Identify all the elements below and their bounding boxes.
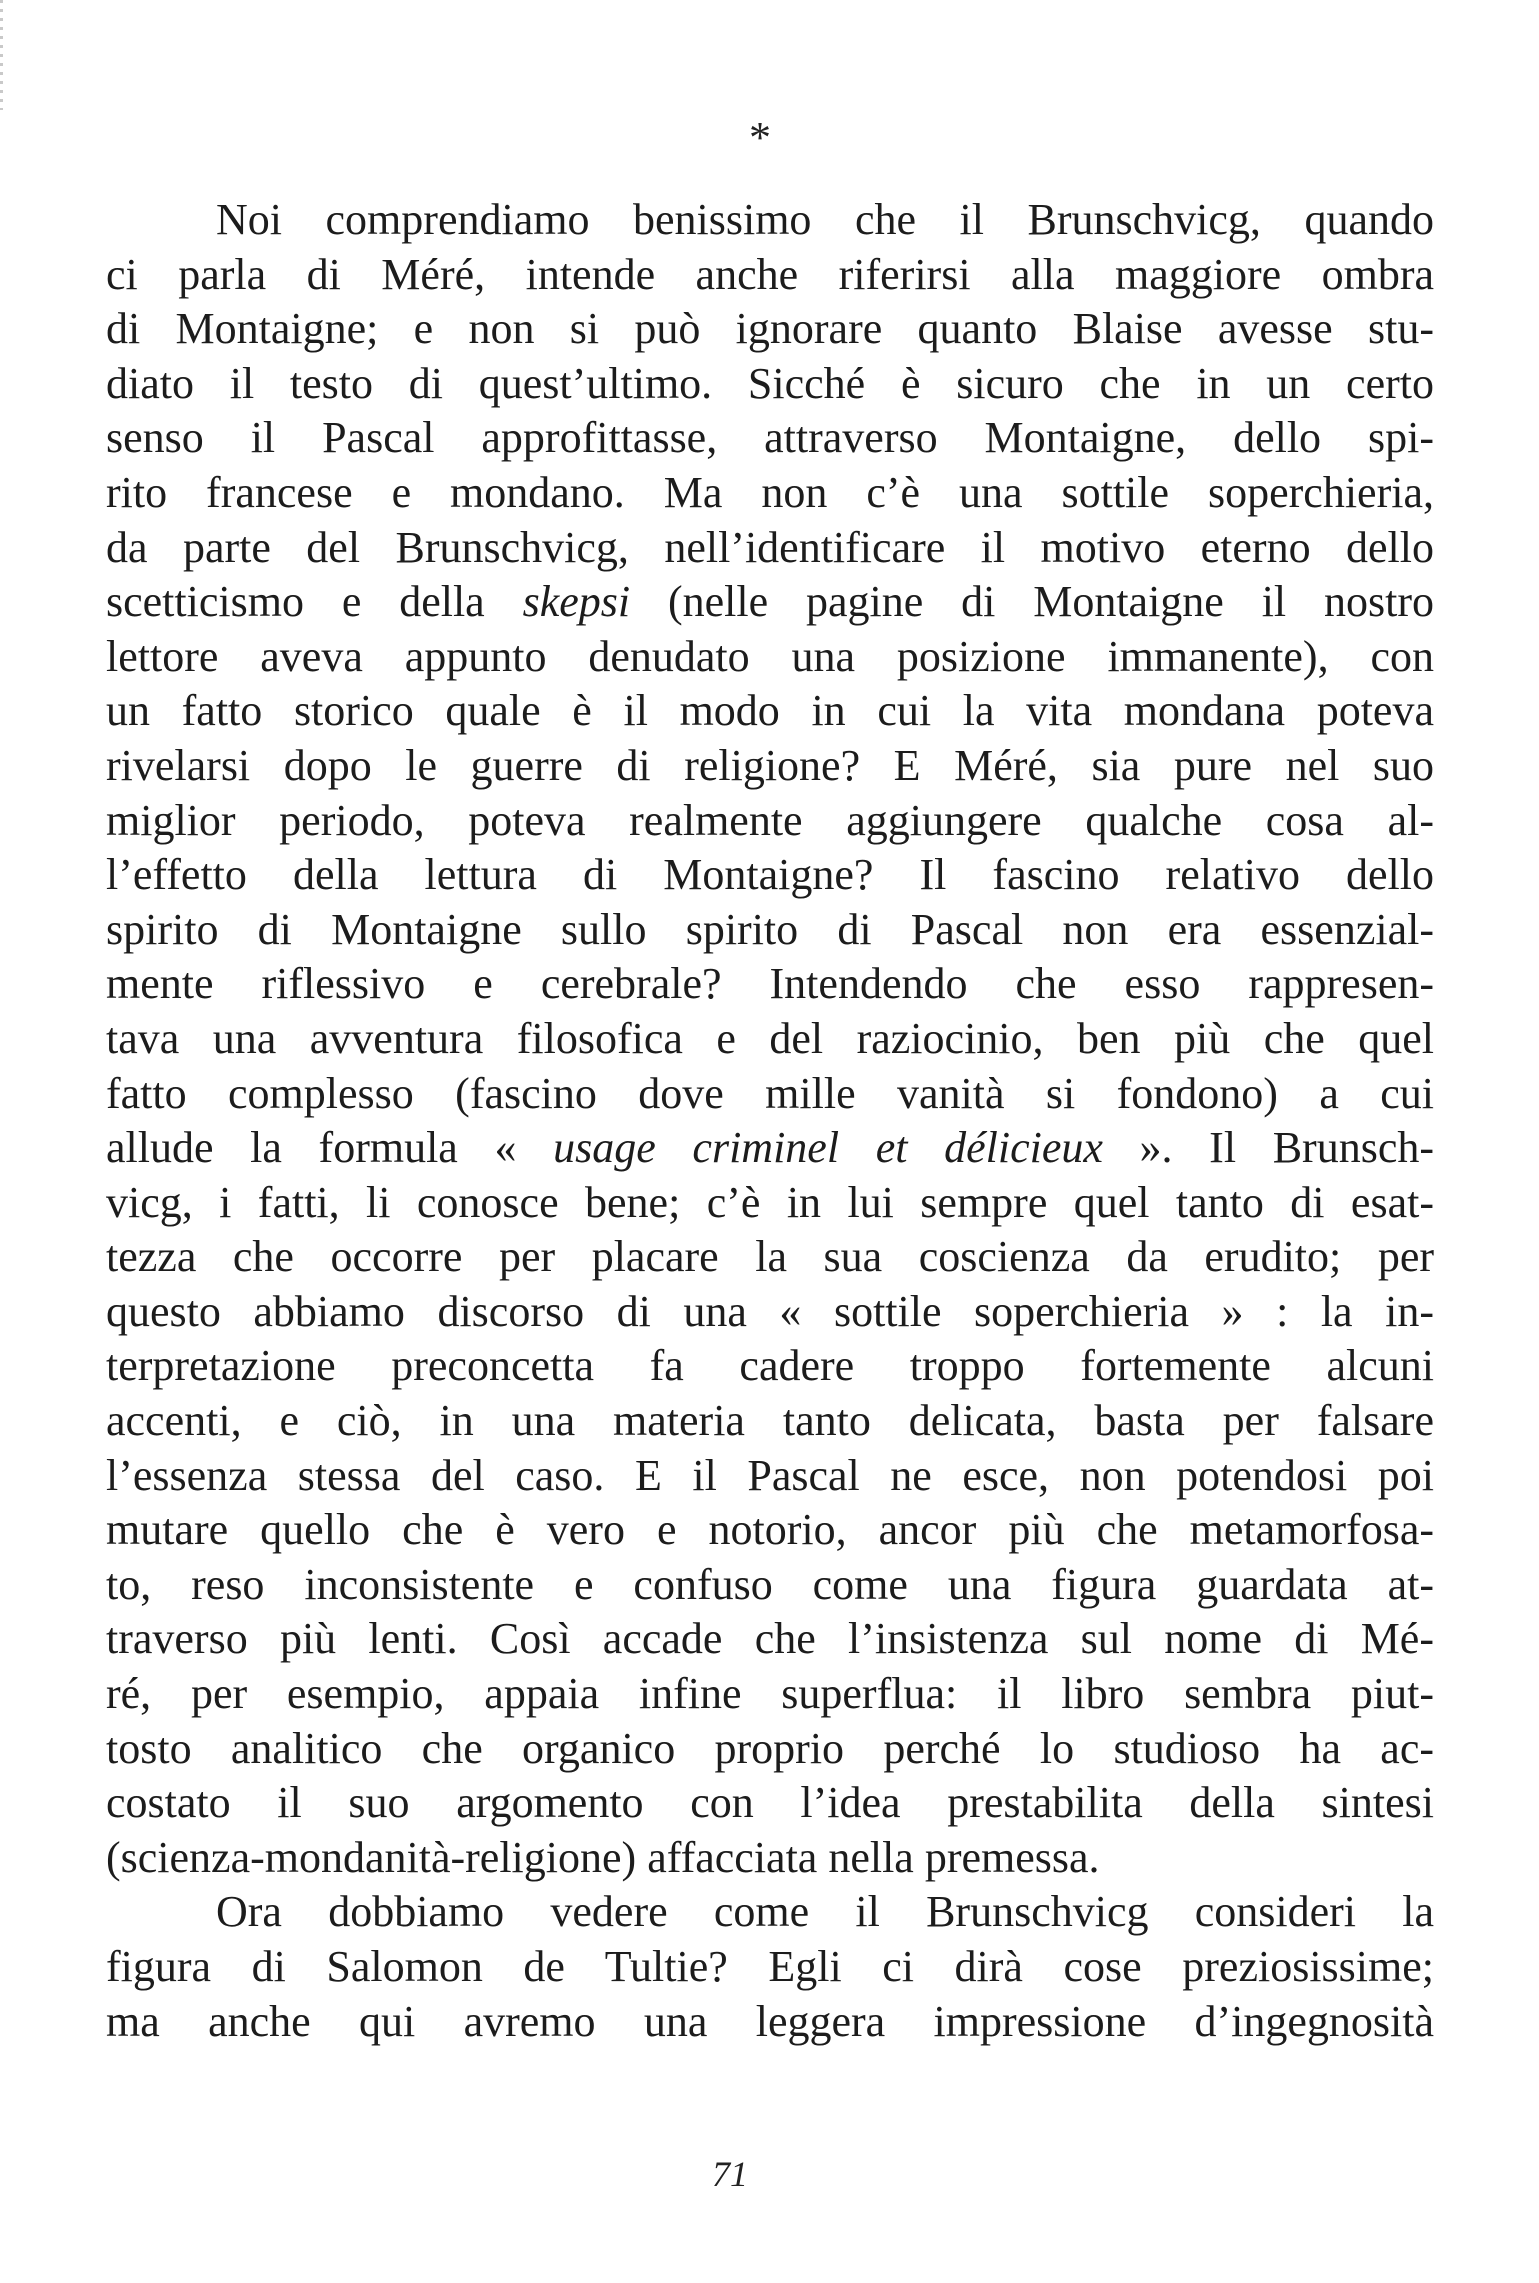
text-line: costato il suo argomento con l’idea prestabilita della sintesi: [106, 1778, 1434, 1828]
text-run: scetticismo e della: [106, 577, 523, 627]
text-line: miglior periodo, poteva realmente aggiungere qualche cosa al-: [106, 795, 1434, 845]
text-line: tava una avventura filosofica e del raziocinio, ben più che quel: [106, 1013, 1434, 1063]
text-line: rito francese e mondano. Ma non c’è una sottile soperchieria,: [106, 467, 1434, 517]
text-line: [106, 575, 1434, 630]
text-line: l’effetto della lettura di Montaigne? Il fascino relativo dello: [106, 850, 1434, 900]
text-line: un fatto storico quale è il modo in cui la vita mondana poteva: [106, 686, 1434, 736]
text-line: ré, per esempio, appaia infine superflua: il libro sembra piut-: [106, 1669, 1434, 1719]
text-line: ma anche qui avremo una leggera impressione d’ingegnosità: [106, 1996, 1434, 2046]
italic-term: skepsi: [522, 577, 631, 627]
text-line: fatto complesso (fascino dove mille vanità si fondono) a cui: [106, 1068, 1434, 1118]
text-line: accenti, e ciò, in una materia tanto delicata, basta per falsare: [106, 1396, 1434, 1446]
text-line: di Montaigne; e non si può ignorare quanto Blaise avesse stu-: [106, 304, 1434, 354]
text-line: [106, 1121, 1434, 1176]
text-line: Noi comprendiamo benissimo che il Brunschvicg, quando: [216, 195, 1434, 244]
text-run: (nelle pagine di Montaigne il nostro: [630, 577, 1435, 627]
text-line: mente riflessivo e cerebrale? Intendendo che esso rappresen-: [106, 959, 1434, 1009]
text-line: vicg, i fatti, li conosce bene; c’è in lui sempre quel tanto di esat-: [106, 1177, 1434, 1227]
text-line: terpretazione preconcetta fa cadere troppo fortemente alcuni: [106, 1341, 1434, 1391]
body-text: [106, 193, 1434, 2049]
text-line: lettore aveva appunto denudato una posizione immanente), con: [106, 631, 1434, 681]
page-number: 71: [712, 2154, 748, 2194]
section-ornament: *: [749, 113, 771, 162]
text-line: diato il testo di quest’ultimo. Sicché è sicuro che in un certo: [106, 358, 1434, 408]
scan-edge-mark: [0, 0, 3, 110]
text-line: (scienza-mondanità-religione) affacciata nella premessa.: [106, 1832, 1100, 1882]
text-line: Ora dobbiamo vedere come il Brunschvicg consideri la: [216, 1887, 1434, 1937]
text-line: questo abbiamo discorso di una « sottile soperchieria » : la in-: [106, 1286, 1434, 1336]
text-line: ci parla di Méré, intende anche riferirsi alla maggiore ombra: [106, 249, 1434, 299]
text-line: spirito di Montaigne sullo spirito di Pascal non era essenzial-: [106, 904, 1434, 954]
text-run: allude la formula «: [106, 1123, 554, 1173]
text-line: mutare quello che è vero e notorio, ancor più che metamorfosa-: [106, 1505, 1434, 1555]
text-line: rivelarsi dopo le guerre di religione? E Méré, sia pure nel suo: [106, 740, 1434, 790]
text-line: to, reso inconsistente e confuso come una figura guardata at-: [106, 1559, 1434, 1609]
text-line: senso il Pascal approfittasse, attraverso Montaigne, dello spi-: [106, 413, 1434, 463]
text-run: ». Il Brunsch-: [1102, 1123, 1435, 1173]
text-line: da parte del Brunschvicg, nell’identificare il motivo eterno dello: [106, 522, 1434, 572]
italic-quote: usage criminel et délicieux: [553, 1123, 1103, 1173]
text-line: tezza che occorre per placare la sua coscienza da erudito; per: [106, 1232, 1434, 1282]
text-line: traverso più lenti. Così accade che l’insistenza sul nome di Mé-: [106, 1614, 1434, 1664]
text-line: figura di Salomon de Tultie? Egli ci dirà cose preziosissime;: [106, 1942, 1434, 1991]
text-line: l’essenza stessa del caso. E il Pascal ne esce, non potendosi poi: [106, 1450, 1434, 1500]
text-line: tosto analitico che organico proprio perché lo studioso ha ac-: [106, 1723, 1434, 1773]
